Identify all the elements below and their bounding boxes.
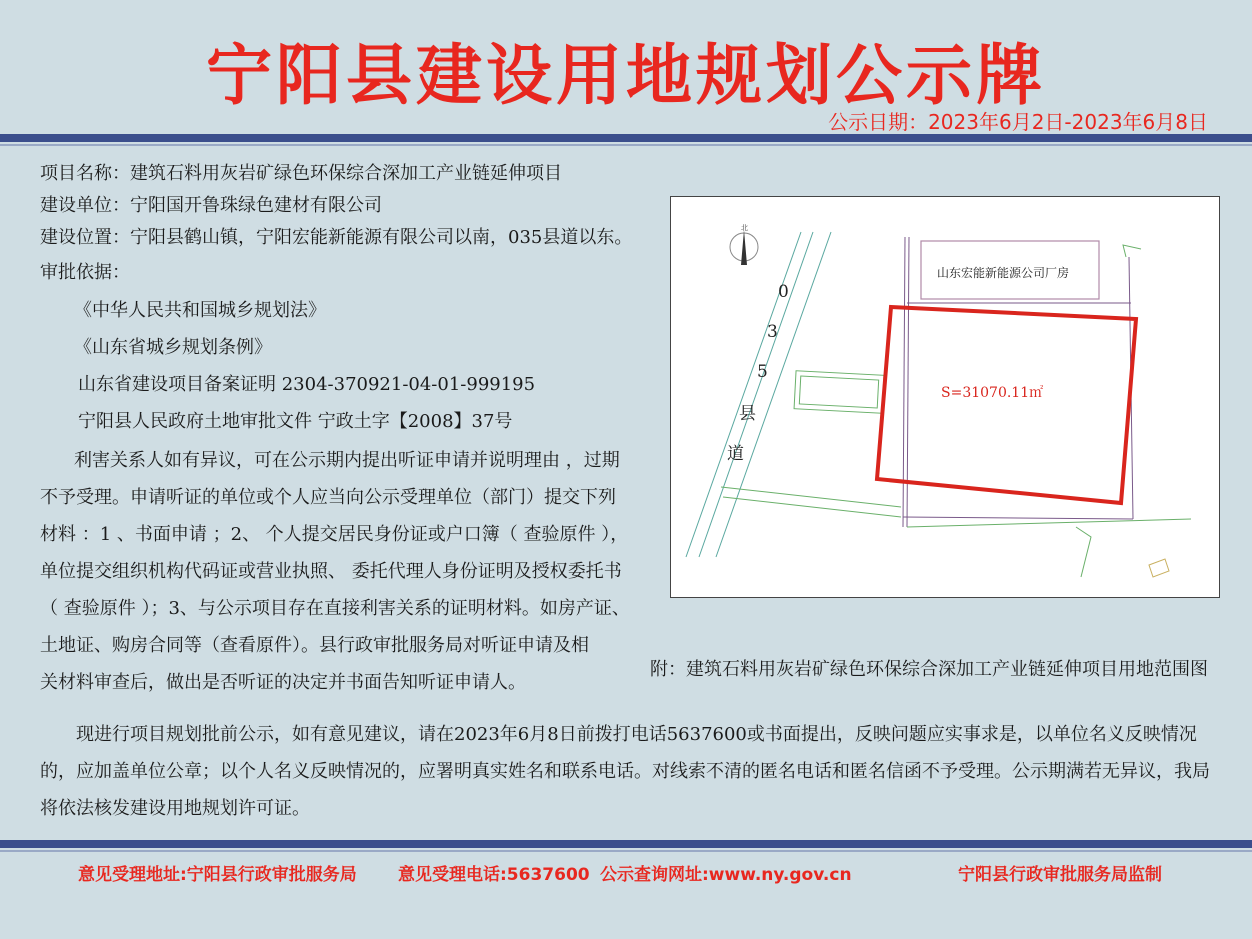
hearing-paragraph [40, 442, 630, 701]
hearing-line: 不予受理。申请听证的单位或个人应当向公示受理单位（部门）提交下列 [40, 487, 616, 508]
map-caption: 附：建筑石料用灰岩矿绿色环保综合深加工产业链延伸项目用地范围图 [650, 659, 1208, 680]
north-label: 北 [741, 224, 748, 232]
project-parcel [877, 307, 1136, 503]
svg-text:道: 道 [727, 444, 744, 464]
svg-text:0: 0 [778, 282, 789, 302]
north-arrow-icon [730, 223, 758, 265]
road-label [727, 282, 789, 464]
hearing-line: 单位提交组织机构代码证或营业执照、 委托代理人身份证明及授权委托书 [40, 561, 622, 582]
area-label: S=31070.11㎡ [941, 385, 1044, 401]
construction-unit: 建设单位：宁阳国开鲁珠绿色建材有限公司 [40, 195, 382, 216]
road-035 [686, 232, 831, 557]
page-title: 宁阳县建设用地规划公示牌 [206, 37, 1046, 114]
svg-text:县: 县 [739, 404, 756, 424]
notice-date: 公示日期：2023年6月2日-2023年6月8日 [828, 110, 1208, 134]
basis-item: 山东省建设项目备案证明 2304-370921-04-01-999195 [78, 374, 536, 395]
svg-text:3: 3 [767, 322, 778, 342]
hearing-line: 利害关系人如有异议，可在公示期内提出听证申请并说明理由 ，过期 [74, 450, 620, 471]
hearing-line: （ 查验原件 ）；3、与公示项目存在直接利害关系的证明材料。如房产证、 [40, 598, 630, 619]
footer-divider [0, 840, 1252, 848]
footer-address: 意见受理地址:宁阳县行政审批服务局 [78, 865, 357, 885]
basis-item: 宁阳县人民政府土地审批文件 宁政土字【2008】37号 [78, 411, 513, 432]
hearing-line: 材料 ：1 、书面申请 ；2、 个人提交居民身份证或户口簿（ 查验原件 ）， [40, 524, 629, 545]
basis-item: 《中华人民共和国城乡规划法》 [74, 300, 326, 321]
footer-phone: 意见受理电话:5637600 [398, 865, 590, 885]
hearing-line: 关材料审查后，做出是否听证的决定并书面告知听证申请人。 [40, 672, 526, 693]
footer-divider-thin [0, 850, 1252, 852]
site-map-drawing [671, 197, 1219, 597]
footer-supervisor: 宁阳县行政审批服务局监制 [958, 865, 1162, 885]
construction-location: 建设位置：宁阳县鹤山镇，宁阳宏能新能源有限公司以南，035县道以东。 [40, 227, 633, 248]
project-info [40, 158, 633, 701]
site-map [670, 196, 1220, 598]
basis-item: 《山东省城乡规划条例》 [74, 337, 272, 358]
approval-basis-label: 审批依据： [40, 262, 130, 283]
factory-label: 山东宏能新能源公司厂房 [937, 266, 1070, 280]
hearing-line: 土地证、购房合同等（查看原件）。县行政审批服务局对听证申请及相 [40, 635, 589, 656]
header-divider [0, 134, 1252, 142]
svg-text:5: 5 [757, 362, 768, 382]
public-notice-paragraph: 现进行项目规划批前公示，如有意见建议，请在2023年6月8日前拨打电话5637600或书面提出，反映问题应实事求是，以单位名义反映情况的，应加盖单位公章；以个人名义反映情况的，应署明真实姓名和联系电话。对线索不清的匿名电话和匿名信函不予受理。公示期满若无异议，我局将依法核发建设用地规划许可证。 [40, 724, 1210, 819]
project-name: 项目名称：建筑石料用灰岩矿绿色环保综合深加工产业链延伸项目 [40, 163, 562, 184]
footer-website: 公示查询网址:www.ny.gov.cn [600, 865, 852, 885]
header-divider-thin [0, 144, 1252, 146]
